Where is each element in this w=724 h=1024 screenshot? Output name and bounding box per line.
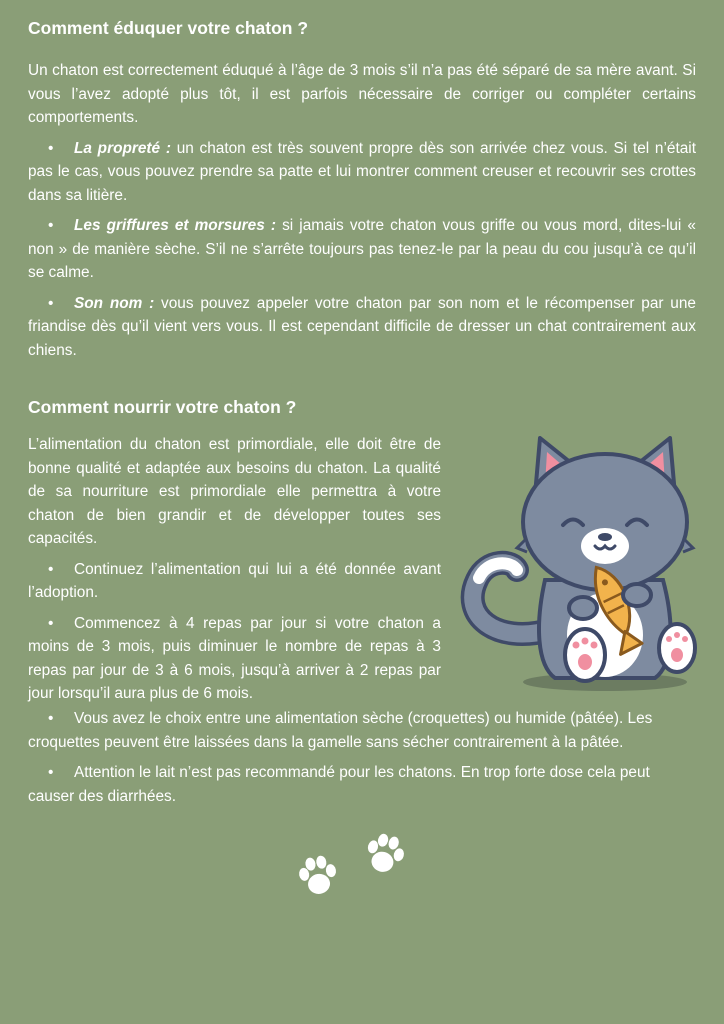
- feeding-item: [28, 558, 441, 605]
- paw-print-icon: [297, 854, 340, 897]
- item-term: Les griffures et morsures :: [74, 217, 276, 234]
- feeding-section: [28, 397, 696, 418]
- item-text: vous pouvez appeler votre chaton par son nom et le récompenser par une friandise dès qu’il vient vers vous. Il est cependant difficile de dresser un chat contrairement aux chiens.: [28, 294, 696, 359]
- education-item-proprete: [28, 137, 696, 208]
- feeding-intro: L’alimentation du chaton est primordiale, elle doit être de bonne qualité et adaptée aux besoins du chaton. La qualité de sa nourriture est primordiale elle permettra à votre chaton de bien grandir et de développer toutes ses capacités.: [28, 436, 441, 547]
- paw-print-icon: [362, 832, 407, 876]
- item-text: Attention le lait n’est pas recommandé pour les chatons. En trop forte dose cela peut causer des diarrhées.: [28, 764, 650, 805]
- bullet: •: [48, 710, 54, 727]
- bullet: •: [48, 764, 54, 781]
- paw-prints-decoration: [292, 832, 412, 902]
- feeding-item: [28, 707, 696, 754]
- item-text: Continuez l’alimentation qui lui a été donnée avant l’adoption.: [28, 560, 441, 601]
- feeding-item: [28, 612, 441, 706]
- item-text: si jamais votre chaton vous griffe ou vous mord, dites-lui « non » de manière sèche. S’il ne s’arrête toujours pas tenez-le par la peau du cou jusqu’à ce qu’il se calme.: [28, 217, 696, 281]
- item-text: Vous avez le choix entre une alimentation sèche (croquettes) ou humide (pâtée). Les croquettes peuvent être laissées dans la gamelle sans sécher contrairement à la pâtée.: [28, 710, 653, 751]
- cat-with-fish-illustration: [455, 430, 700, 695]
- feeding-left-column: [28, 433, 441, 706]
- education-title: Comment éduquer votre chaton ?: [28, 18, 309, 38]
- bullet: •: [48, 139, 54, 157]
- feeding-title: Comment nourrir votre chaton ?: [28, 397, 297, 417]
- education-intro: Un chaton est correctement éduqué à l’âge de 3 mois s’il n’a pas été séparé de sa mère avant. Si vous l’avez adopté plus tôt, il est parfois nécessaire de corriger ou compléter certains comportements.: [28, 62, 696, 126]
- item-term: La propreté :: [74, 139, 171, 157]
- education-item-nom: [28, 292, 696, 363]
- item-text: Commencez à 4 repas par jour si votre chaton a moins de 3 mois, puis diminuer le nombre de repas à 3 repas par jour de 3 à 6 mois, jusqu’à arriver à 2 repas par jour lorsqu’il aura plus de 6 mois.: [28, 614, 441, 702]
- item-text: un chaton est très souvent propre dès son arrivée chez vous. Si tel n’était pas le cas, vous pouvez prendre sa patte et lui montrer comment creuser et recouvrir ses crottes dans sa litière.: [28, 139, 696, 204]
- bullet: •: [48, 614, 54, 632]
- item-term: Son nom :: [74, 294, 155, 312]
- education-section: [28, 18, 696, 362]
- bullet: •: [48, 217, 54, 234]
- feeding-full-column: [28, 707, 696, 808]
- bullet: •: [48, 294, 54, 312]
- education-item-griffures: [28, 214, 696, 285]
- feeding-item: [28, 761, 696, 808]
- bullet: •: [48, 560, 54, 578]
